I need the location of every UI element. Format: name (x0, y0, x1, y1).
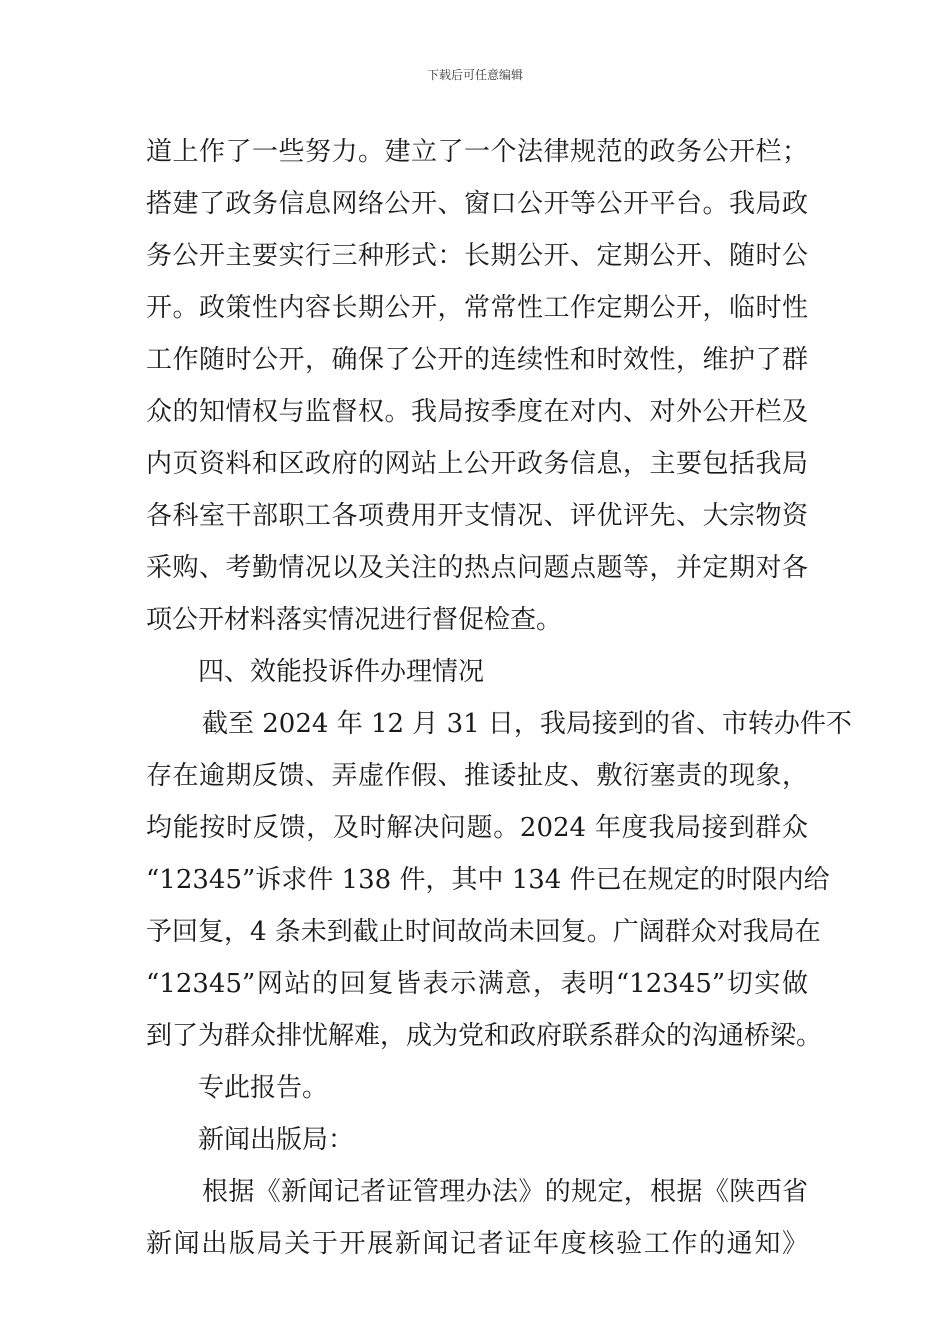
page-header: 下载后可任意编辑 (426, 68, 523, 82)
text-line: 务公开主要实行三种形式：长期公开、定期公开、随时公 (146, 241, 808, 271)
paragraph-complaints (146, 698, 852, 1062)
paragraph-continuation (146, 126, 808, 646)
text-line: 项公开材料落实情况进行督促检查。 (146, 605, 563, 635)
text-line: 开。政策性内容长期公开，常常性工作定期公开，临时性 (146, 293, 808, 323)
paragraph-press-card (146, 1166, 808, 1270)
text-line: 众的知情权与监督权。我局按季度在对内、对外公开栏及 (146, 397, 808, 427)
text-line: 道上作了一些努力。建立了一个法律规范的政务公开栏； (146, 137, 808, 167)
document-body (146, 126, 852, 1270)
text-line: “12345”诉求件 138 件，其中 134 件已在规定的时限内给 (146, 865, 830, 895)
text-line: 各科室干部职工各项费用开支情况、评优评先、大宗物资 (146, 501, 808, 531)
text-line: 存在逾期反馈、弄虚作假、推诿扯皮、敷衍塞责的现象， (146, 761, 808, 791)
text-line: 内页资料和区政府的网站上公开政务信息，主要包括我局 (146, 449, 808, 479)
text-line: 截至 2024 年 12 月 31 日，我局接到的省、市转办件不 (202, 709, 852, 739)
text-line: “12345”网站的回复皆表示满意，表明“12345”切实做 (146, 969, 808, 999)
text-line: 工作随时公开，确保了公开的连续性和时效性，维护了群 (146, 345, 808, 375)
text-line: 根据《新闻记者证管理办法》的规定，根据《陕西省 (202, 1177, 808, 1207)
text-line: 予回复，4 条未到截止时间故尚未回复。广阔群众对我局在 (146, 917, 821, 947)
salutation-line: 新闻出版局： (198, 1125, 355, 1155)
text-line: 新闻出版局关于开展新闻记者证年度核验工作的通知》 (146, 1229, 808, 1259)
section-heading: 四、效能投诉件办理情况 (198, 657, 485, 687)
text-line: 均能按时反馈，及时解决问题。2024 年度我局接到群众 (146, 813, 808, 843)
text-line: 采购、考勤情况以及关注的热点问题点题等，并定期对各 (146, 553, 808, 583)
closing-line: 专此报告。 (198, 1073, 329, 1103)
text-line: 搭建了政务信息网络公开、窗口公开等公开平台。我局政 (146, 189, 808, 219)
text-line: 到了为群众排忧解难，成为党和政府联系群众的沟通桥梁。 (146, 1021, 823, 1051)
